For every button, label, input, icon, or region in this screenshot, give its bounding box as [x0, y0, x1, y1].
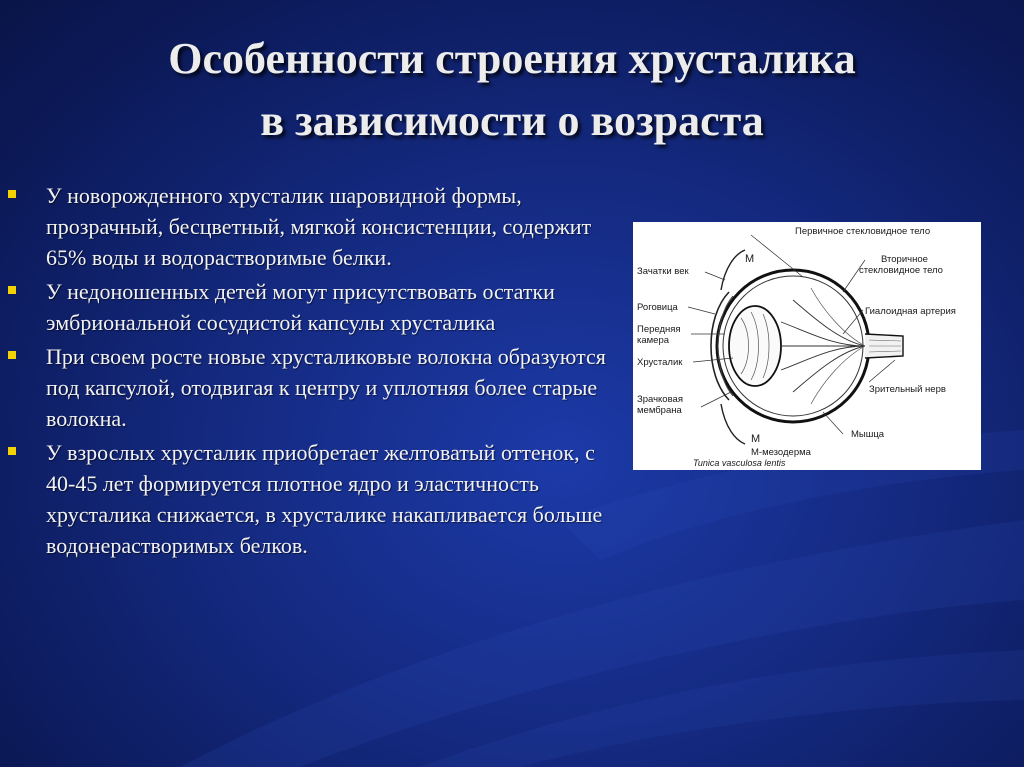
bullet-text: У недоношенных детей могут присутствовать остатки эмбриональной сосудистой капсулы хрусталика: [46, 279, 555, 335]
bullet-marker-icon: [8, 447, 16, 455]
bullet-item: [8, 276, 608, 338]
eye-diagram: [633, 222, 981, 470]
label-tunica: Tunica vasculosa lentis: [693, 458, 786, 468]
lens-shape: [729, 306, 781, 386]
label-primary-vitreous: Первичное стекловидное тело: [795, 226, 931, 237]
label-anterior-chamber-2: камера: [637, 335, 670, 346]
bullet-text: У взрослых хрусталик приобретает желтоватый оттенок, с 40-45 лет формируется плотное ядро и эластичность хрусталика снижается, в хрусталике накапливается больше водонерастворимых белков.: [46, 440, 603, 558]
bullet-text: У новорожденного хрусталик шаровидной формы, прозрачный, бесцветный, мягкой консистенции, содержит 65% воды и водорастворимые белки.: [46, 183, 592, 270]
title-line-1: Особенности строения хрусталика: [168, 34, 856, 83]
label-pupillary-membrane-2: мембрана: [637, 405, 682, 416]
label-muscle: Мышца: [851, 429, 885, 440]
label-eyelid-buds: Зачатки век: [637, 266, 689, 277]
leader-line: [693, 358, 733, 362]
bullet-item: [8, 180, 608, 273]
eye-diagram-svg: [633, 222, 981, 470]
leader-line: [869, 360, 895, 382]
label-m-bottom: M: [751, 433, 761, 445]
title-line-2: в зависимости о возраста: [260, 96, 764, 145]
leader-line: [843, 310, 863, 334]
label-secondary-vitreous-2: стекловидное тело: [859, 265, 943, 276]
leader-line: [701, 392, 731, 407]
label-m-mesoderm: M-мезодерма: [751, 447, 811, 458]
bullet-marker-icon: [8, 286, 16, 294]
label-anterior-chamber-1: Передняя: [637, 324, 681, 335]
eyelid-bud-lower: [721, 404, 745, 444]
bullet-list: [8, 180, 608, 564]
bullet-marker-icon: [8, 190, 16, 198]
label-secondary-vitreous-1: Вторичное: [881, 254, 928, 265]
label-m-top: M: [745, 253, 755, 265]
label-hyaloid-artery: Гиалоидная артерия: [865, 306, 956, 317]
label-cornea: Роговица: [637, 302, 678, 313]
bullet-text: При своем росте новые хрусталиковые волокна образуются под капсулой, отодвигая к центру и уплотняя более старые волокна.: [46, 344, 606, 431]
leader-line: [705, 272, 725, 280]
label-lens: Хрусталик: [637, 357, 683, 368]
bullet-marker-icon: [8, 351, 16, 359]
eyelid-bud-upper: [721, 250, 745, 290]
label-pupillary-membrane-1: Зрачковая: [637, 394, 683, 405]
leader-line: [823, 412, 843, 434]
bullet-item: [8, 437, 608, 561]
label-optic-nerve: Зрительный нерв: [869, 384, 946, 395]
bullet-item: [8, 341, 608, 434]
slide-title: [40, 28, 984, 152]
leader-line: [688, 307, 715, 314]
